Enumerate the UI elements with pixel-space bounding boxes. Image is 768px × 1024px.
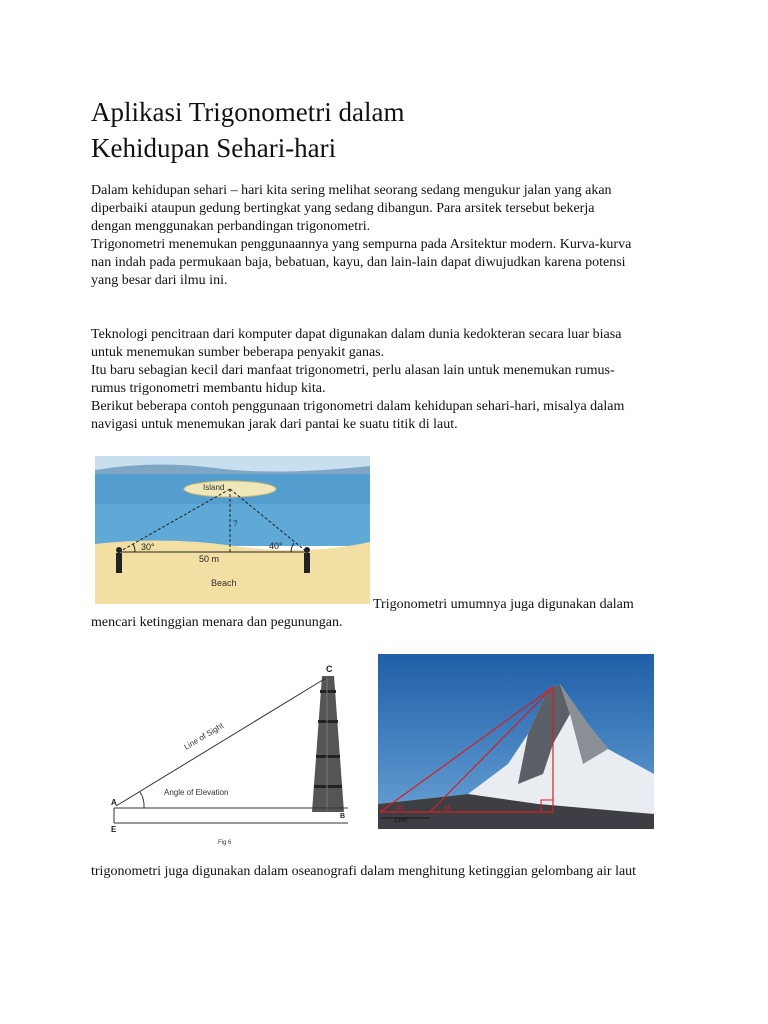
point-b-label: B [340, 813, 346, 820]
point-a-label: A [111, 798, 117, 807]
fig-label: Fig 6 [218, 840, 232, 846]
intro-paragraph [91, 182, 691, 290]
caption-line-2: mencari ketinggian menara dan pegunungan. [91, 615, 343, 630]
tower-figure [104, 660, 369, 850]
second-line: rumus trigonometri membantu hidup kita. [91, 381, 326, 396]
second-line: Berikut beberapa contoh penggunaan trigonometri dalam kehidupan sehari-hari, misalya dalam [91, 399, 625, 414]
point-e-label: E [111, 825, 117, 834]
second-line: untuk menemukan sumber beberapa penyakit ganas. [91, 345, 385, 360]
point-c-label: C [326, 664, 333, 674]
title-line-1: Aplikasi Trigonometri dalam [91, 97, 405, 127]
angle-right-label: 40° [269, 541, 283, 551]
island-figure [95, 456, 370, 604]
line-of-sight-label: Line of Sight [182, 721, 226, 752]
intro-line: yang besar dari ilmu ini. [91, 273, 228, 288]
beach-label: Beach [211, 578, 237, 588]
closing-text: trigonometri juga digunakan dalam oseanografi dalam menghitung ketinggian gelombang air laut [91, 864, 637, 879]
intro-line: Dalam kehidupan sehari – hari kita sering melihat seorang sedang mengukur jalan yang akan [91, 183, 612, 198]
height-label: ? [233, 519, 238, 528]
caption-line-1: Trigonometri umumnya juga digunakan dalam [373, 597, 634, 612]
mountain-angle-left: 30 [396, 806, 403, 812]
distance-label: 50 m [199, 554, 220, 564]
intro-line: diperbaiki ataupun gedung bertingkat yang sedang dibangun. Para arsitek tersebut bekerja [91, 201, 595, 216]
angle-elevation-label: Angle of Elevation [164, 788, 229, 797]
page-title [91, 94, 651, 166]
second-line: Itu baru sebagian kecil dari manfaat trigonometri, perlu alasan lain untuk menemukan rumus- [91, 363, 615, 378]
mountain-distance: 1300 [394, 818, 408, 824]
island-label: Island [203, 483, 225, 492]
second-paragraph [91, 326, 691, 434]
second-line: navigasi untuk menemukan jarak dari pantai ke suatu titik di laut. [91, 417, 458, 432]
intro-line: Trigonometri menemukan penggunaannya yang sempurna pada Arsitektur modern. Kurva-kurva [91, 237, 632, 252]
intro-line: dengan menggunakan perbandingan trigonometri. [91, 219, 371, 234]
second-line: Teknologi pencitraan dari komputer dapat digunakan dalam dunia kedokteran secara luar biasa [91, 327, 622, 342]
mountain-figure [378, 654, 654, 829]
intro-line: nan indah pada permukaan baja, bebatuan, kayu, dan lain-lain dapat diwujudkan karena potensi [91, 255, 626, 270]
mountain-angle-right: 35 [444, 806, 451, 812]
title-line-2: Kehidupan Sehari-hari [91, 133, 337, 163]
angle-left-label: 30° [141, 542, 155, 552]
